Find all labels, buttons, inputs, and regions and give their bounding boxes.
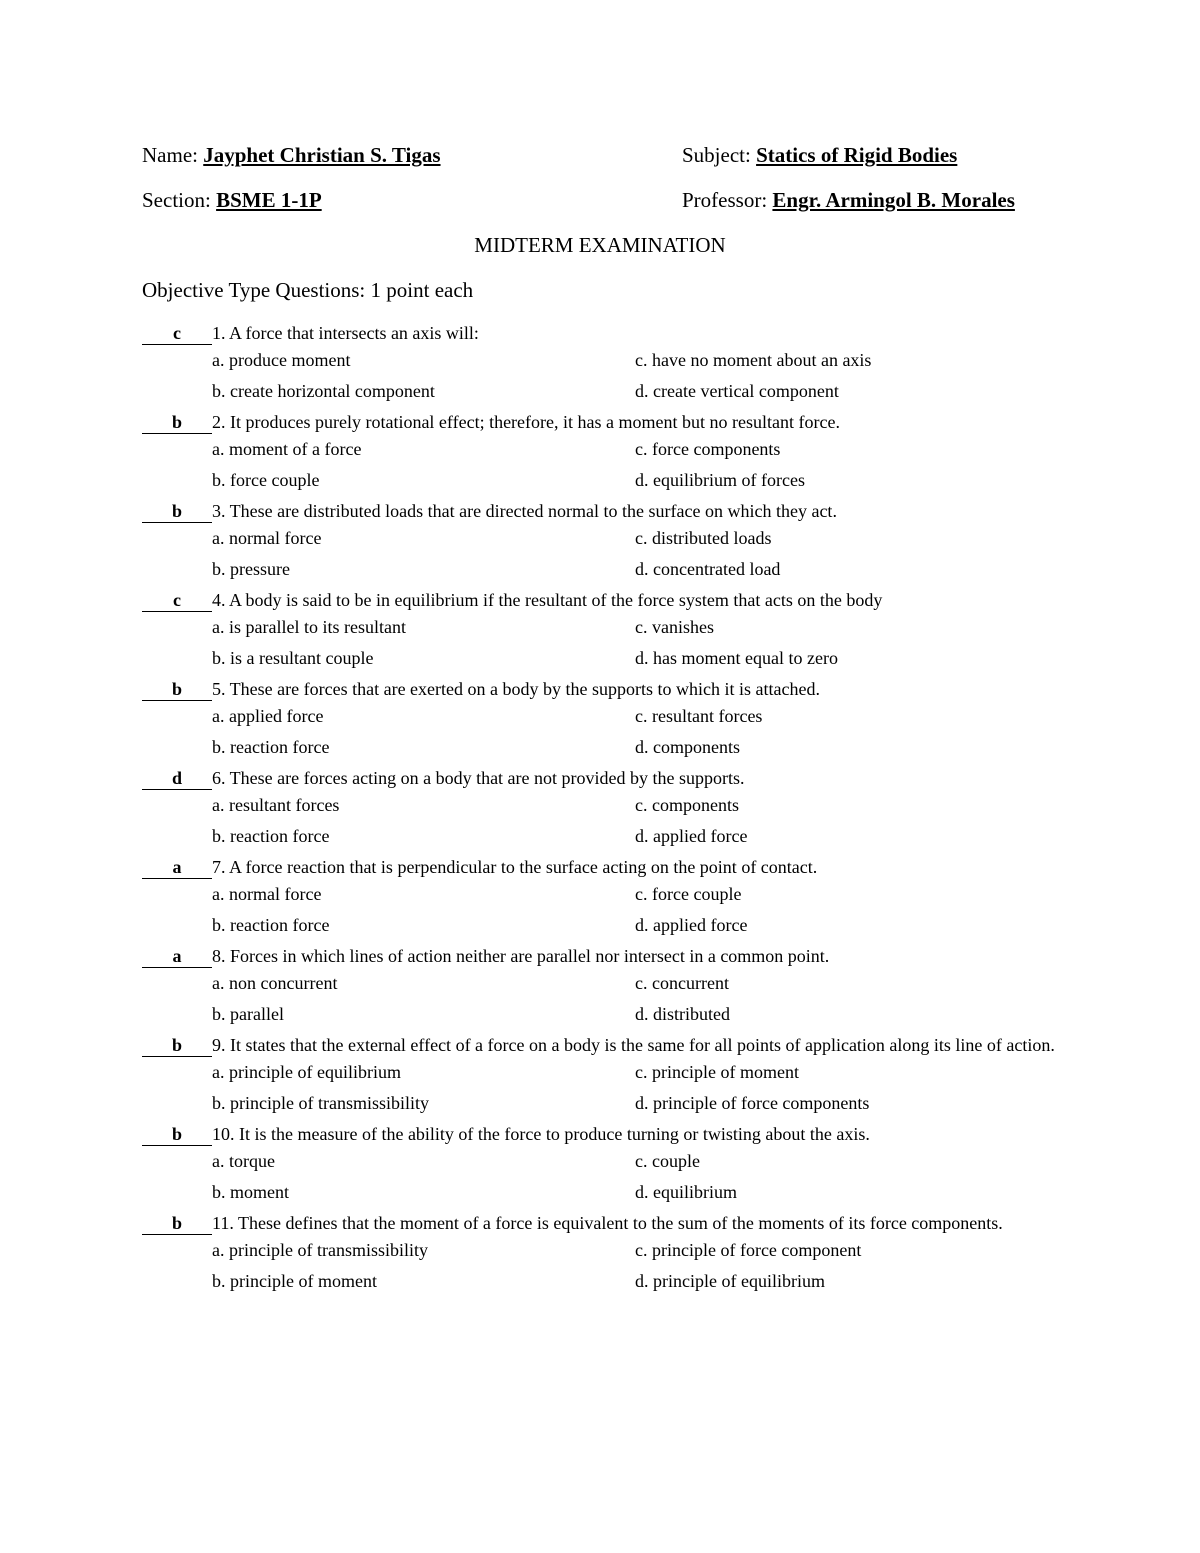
option-a: a. non concurrent <box>212 973 338 993</box>
question-line <box>142 318 1062 345</box>
question-line <box>142 407 1062 434</box>
options-row <box>212 345 1062 376</box>
question-stem: 2. It produces purely rotational effect; therefore, it has a moment but no resultant force. <box>212 412 840 432</box>
option-d: d. distributed <box>635 1004 730 1024</box>
name-label: Name: <box>142 143 198 167</box>
option-b: b. reaction force <box>212 915 330 935</box>
name-value: Jayphet Christian S. Tigas <box>203 143 441 167</box>
answer-blank: b <box>142 500 212 523</box>
options-row <box>212 910 1062 941</box>
option-a: a. normal force <box>212 884 322 904</box>
options <box>142 1146 1062 1208</box>
answer-blank: b <box>142 678 212 701</box>
option-d: d. concentrated load <box>635 559 781 579</box>
option-c: c. principle of moment <box>635 1062 799 1082</box>
question-line <box>142 585 1062 612</box>
question-line <box>142 941 1062 968</box>
options-row <box>212 1088 1062 1119</box>
question-line <box>142 1119 1062 1146</box>
question-item <box>142 496 1062 585</box>
professor-value: Engr. Armingol B. Morales <box>772 188 1015 212</box>
option-a: a. produce moment <box>212 350 351 370</box>
question-item <box>142 1030 1062 1119</box>
option-d: d. has moment equal to zero <box>635 648 838 668</box>
answer-blank: a <box>142 856 212 879</box>
option-a: a. principle of equilibrium <box>212 1062 401 1082</box>
option-a: a. torque <box>212 1151 275 1171</box>
question-item <box>142 1208 1062 1297</box>
question-item <box>142 852 1062 941</box>
options <box>142 612 1062 674</box>
options-row <box>212 376 1062 407</box>
answer-blank: b <box>142 1212 212 1235</box>
options-row <box>212 1177 1062 1208</box>
question-line <box>142 496 1062 523</box>
option-a: a. normal force <box>212 528 322 548</box>
answer-blank: b <box>142 1034 212 1057</box>
options <box>142 345 1062 407</box>
options <box>142 968 1062 1030</box>
question-stem: 4. A body is said to be in equilibrium if the resultant of the force system that acts on the body <box>212 590 883 610</box>
question-stem: 1. A force that intersects an axis will: <box>212 323 479 343</box>
section-value: BSME 1-1P <box>216 188 322 212</box>
options-row <box>212 1235 1062 1266</box>
question-item <box>142 1119 1062 1208</box>
option-a: a. moment of a force <box>212 439 362 459</box>
option-c: c. couple <box>635 1151 700 1171</box>
subject-label: Subject: <box>682 143 751 167</box>
name-field <box>142 143 441 168</box>
option-d: d. equilibrium of forces <box>635 470 805 490</box>
question-stem: 3. These are distributed loads that are directed normal to the surface on which they act. <box>212 501 837 521</box>
options <box>142 434 1062 496</box>
question-line <box>142 763 1062 790</box>
question-stem: 6. These are forces acting on a body that are not provided by the supports. <box>212 768 745 788</box>
option-b: b. pressure <box>212 559 290 579</box>
option-c: c. have no moment about an axis <box>635 350 872 370</box>
options-row <box>212 1146 1062 1177</box>
professor-field <box>682 188 1015 213</box>
question-item <box>142 407 1062 496</box>
question-stem: 7. A force reaction that is perpendicular to the surface acting on the point of contact. <box>212 857 818 877</box>
question-line <box>142 674 1062 701</box>
question-stem: 10. It is the measure of the ability of the force to produce turning or twisting about the axis. <box>212 1124 870 1144</box>
option-d: d. principle of equilibrium <box>635 1271 825 1291</box>
options-row <box>212 1057 1062 1088</box>
option-a: a. is parallel to its resultant <box>212 617 406 637</box>
question-line <box>142 852 1062 879</box>
question-stem: 5. These are forces that are exerted on a body by the supports to which it is attached. <box>212 679 820 699</box>
options-row <box>212 790 1062 821</box>
question-stem: 8. Forces in which lines of action neither are parallel nor intersect in a common point. <box>212 946 830 966</box>
option-b: b. reaction force <box>212 737 330 757</box>
options-row <box>212 554 1062 585</box>
option-b: b. principle of moment <box>212 1271 377 1291</box>
option-d: d. create vertical component <box>635 381 839 401</box>
option-a: a. applied force <box>212 706 324 726</box>
option-d: d. equilibrium <box>635 1182 737 1202</box>
options-row <box>212 434 1062 465</box>
options-row <box>212 701 1062 732</box>
option-a: a. principle of transmissibility <box>212 1240 428 1260</box>
option-b: b. is a resultant couple <box>212 648 374 668</box>
question-item <box>142 763 1062 852</box>
options-row <box>212 1266 1062 1297</box>
answer-blank: d <box>142 767 212 790</box>
options-row <box>212 612 1062 643</box>
option-b: b. moment <box>212 1182 289 1202</box>
question-stem: 9. It states that the external effect of a force on a body is the same for all points of application along its line of action. <box>212 1035 1055 1055</box>
option-c: c. force components <box>635 439 781 459</box>
option-a: a. resultant forces <box>212 795 340 815</box>
options <box>142 1235 1062 1297</box>
options <box>142 879 1062 941</box>
options-row <box>212 465 1062 496</box>
option-b: b. principle of transmissibility <box>212 1093 429 1113</box>
subject-field <box>682 143 957 168</box>
option-b: b. force couple <box>212 470 320 490</box>
option-c: c. principle of force component <box>635 1240 862 1260</box>
answer-blank: b <box>142 1123 212 1146</box>
exam-title: MIDTERM EXAMINATION <box>474 233 726 257</box>
section-label: Section: <box>142 188 211 212</box>
options-row <box>212 732 1062 763</box>
options <box>142 701 1062 763</box>
option-d: d. applied force <box>635 915 748 935</box>
options-row <box>212 968 1062 999</box>
question-stem: 11. These defines that the moment of a force is equivalent to the sum of the moments of its force components. <box>212 1213 1003 1233</box>
question-list <box>142 318 1062 1297</box>
answer-blank: c <box>142 589 212 612</box>
options-row <box>212 821 1062 852</box>
question-item <box>142 585 1062 674</box>
question-item <box>142 674 1062 763</box>
option-d: d. components <box>635 737 740 757</box>
answer-blank: a <box>142 945 212 968</box>
question-line <box>142 1030 1062 1057</box>
options-row <box>212 879 1062 910</box>
option-c: c. distributed loads <box>635 528 772 548</box>
answer-blank: c <box>142 322 212 345</box>
option-b: b. parallel <box>212 1004 284 1024</box>
option-c: c. concurrent <box>635 973 729 993</box>
question-line <box>142 1208 1062 1235</box>
option-d: d. principle of force components <box>635 1093 870 1113</box>
option-b: b. create horizontal component <box>212 381 435 401</box>
question-item <box>142 318 1062 407</box>
option-c: c. resultant forces <box>635 706 763 726</box>
subject-value: Statics of Rigid Bodies <box>756 143 958 167</box>
option-c: c. vanishes <box>635 617 714 637</box>
option-d: d. applied force <box>635 826 748 846</box>
options <box>142 1057 1062 1119</box>
option-b: b. reaction force <box>212 826 330 846</box>
options-row <box>212 643 1062 674</box>
section-field <box>142 188 322 213</box>
question-item <box>142 941 1062 1030</box>
options-row <box>212 999 1062 1030</box>
professor-label: Professor: <box>682 188 768 212</box>
options-row <box>212 523 1062 554</box>
options <box>142 523 1062 585</box>
instructions: Objective Type Questions: 1 point each <box>142 278 474 302</box>
options <box>142 790 1062 852</box>
answer-blank: b <box>142 411 212 434</box>
option-c: c. components <box>635 795 739 815</box>
option-c: c. force couple <box>635 884 742 904</box>
